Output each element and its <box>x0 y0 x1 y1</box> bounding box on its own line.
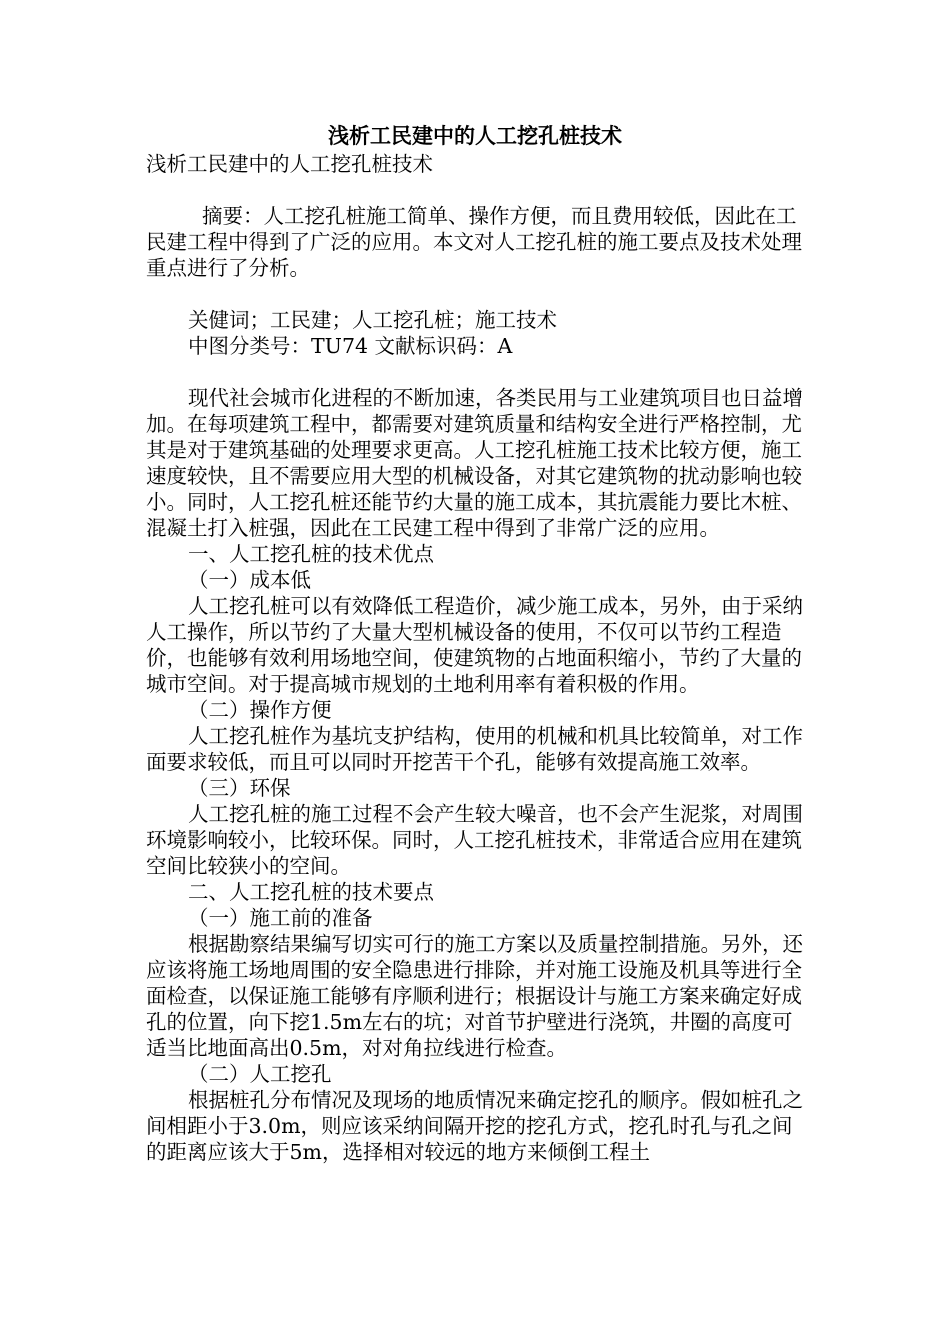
document-subtitle: 浅析工民建中的人工挖孔桩技术 <box>146 152 433 176</box>
subsection-heading: （三）环保 <box>188 776 291 800</box>
body-paragraph: 根据勘察结果编写切实可行的施工方案以及质量控制措施。另外，还应该将施工场地周围的安全隐患进行排除，并对施工设施及机具等进行全面检查，以保证施工能够有序顺利进行；根据设计与施工方案来确定好成孔的位置，向下挖1.5m左右的坑；对首节护壁进行浇筑，井圈的高度可适当比地面高出0.5m，对对角拉线进行检查。 <box>146 932 803 1060</box>
section-heading: 一、人工挖孔桩的技术优点 <box>188 542 434 566</box>
blank-line <box>146 359 806 385</box>
classification-line: 中图分类号：TU74 文献标识码：A <box>188 334 513 358</box>
body-paragraph: 人工挖孔桩可以有效降低工程造价，减少施工成本，另外，由于采纳人工操作，所以节约了大量大型机械设备的使用，不仅可以节约工程造价，也能够有效利用场地空间，使建筑物的占地面积缩小，节约了大量的城市空间。对于提高城市规划的土地利用率有着积极的作用。 <box>146 594 803 696</box>
section-heading: 二、人工挖孔桩的技术要点 <box>188 880 434 904</box>
blank-line <box>146 281 806 307</box>
keywords-line: 关健词；工民建；人工挖孔桩；施工技术 <box>188 308 557 332</box>
body-paragraph: 人工挖孔桩的施工过程不会产生较大噪音，也不会产生泥浆，对周围环境影响较小，比较环保。同时，人工挖孔桩技术，非常适合应用在建筑空间比较狭小的空间。 <box>146 802 803 878</box>
body-paragraph: 根据桩孔分布情况及现场的地质情况来确定挖孔的顺序。假如桩孔之间相距小于3.0m，则应该采纳间隔开挖的挖孔方式，挖孔时孔与孔之间的距离应该大于5m，选择相对较远的地方来倾倒工程土 <box>146 1088 803 1164</box>
document-title: 浅析工民建中的人工挖孔桩技术 <box>328 124 622 148</box>
intro-paragraph: 现代社会城市化进程的不断加速，各类民用与工业建筑项目也日益增加。在每项建筑工程中，都需要对建筑质量和结构安全进行严格控制，尤其是对于建筑基础的处理要求更高。人工挖孔桩施工技术比较方便，施工速度较快，且不需要应用大型的机械设备，对其它建筑物的扰动影响也较小。同时，人工挖孔桩还能节约大量的施工成本，其抗震能力要比木桩、混凝土打入桩强，因此在工民建工程中得到了非常广泛的应用。 <box>146 386 803 540</box>
subsection-heading: （一）成本低 <box>188 568 311 592</box>
subsection-heading: （二）人工挖孔 <box>188 1062 332 1086</box>
blank-line <box>146 177 806 203</box>
abstract-paragraph: 摘要：人工挖孔桩施工简单、操作方便，而且费用较低，因此在工民建工程中得到了广泛的应用。本文对人工挖孔桩的施工要点及技术处理重点进行了分析。 <box>146 204 802 280</box>
document-body <box>146 151 806 1165</box>
subsection-heading: （一）施工前的准备 <box>188 906 373 930</box>
subsection-heading: （二）操作方便 <box>188 698 332 722</box>
body-paragraph: 人工挖孔桩作为基坑支护结构，使用的机械和机具比较简单，对工作面要求较低，而且可以同时开挖苦干个孔，能够有效提高施工效率。 <box>146 724 803 774</box>
